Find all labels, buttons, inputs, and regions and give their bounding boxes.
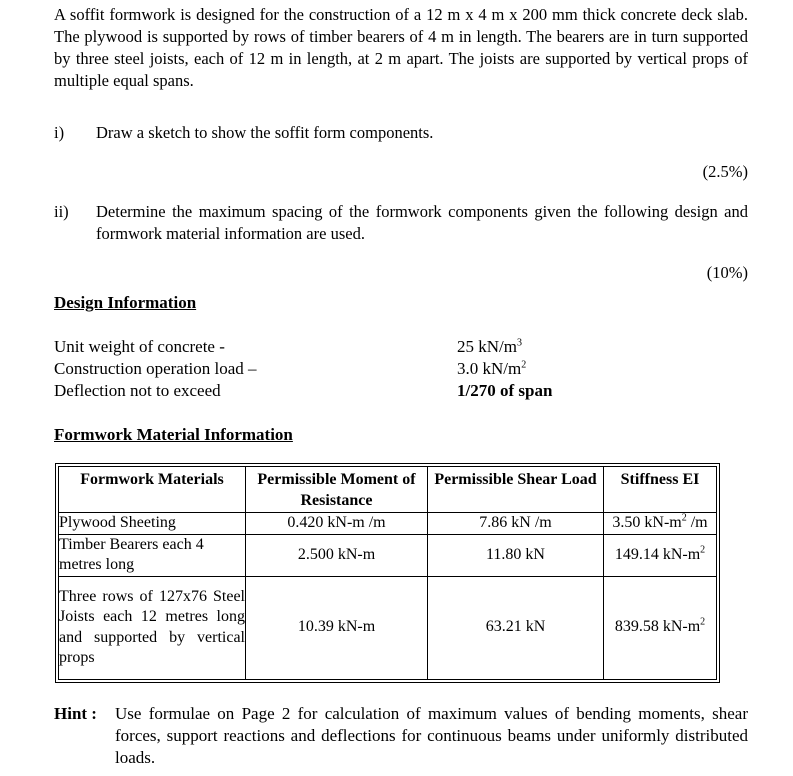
table-header-row (59, 467, 717, 513)
hint-label: Hint : (54, 704, 97, 723)
stiffness-value: 149.14 $kN-m^2$ (604, 534, 717, 576)
intro-paragraph: A soffit formwork is designed for the construction of a 12 m x 4 m x 200 mm thick concrete deck slab. The plywood is supported by rows of timber bearers of 4 m in length. The bearers are in turn supported by three steel joists, each of 12 m in length, at 2 m apart. The joists are supported by vertical props of multiple equal spans. (54, 5, 748, 90)
design-value-deflection: 1/270 of span (457, 381, 553, 400)
material-name: Plywood Sheeting (59, 513, 246, 535)
design-label-unit-weight: Unit weight of concrete - (54, 337, 225, 356)
header-stiffness: Stiffness EI (604, 467, 717, 513)
design-value-construction-load: 3.0 $kN/m^2$ (457, 359, 527, 378)
design-value-unit-weight: 25 $kN/m^3$ (457, 337, 522, 356)
header-permissible-shear: Permissible Shear Load (428, 467, 604, 513)
question-1-text: Draw a sketch to show the soffit form components. (96, 123, 434, 142)
shear-value: 11.80 kN (428, 534, 604, 576)
design-label-construction-load: Construction operation load – (54, 359, 257, 378)
header-formwork-materials: Formwork Materials (59, 467, 246, 513)
material-table (58, 466, 717, 680)
question-1-number: i) (54, 123, 65, 142)
material-name: Three rows of 127x76 Steel Joists each 12 metres long and supported by vertical props (59, 576, 246, 679)
question-2-number: ii) (54, 202, 69, 221)
material-information-heading: Formwork Material Information (54, 425, 293, 444)
shear-value: 63.21 kN (428, 576, 604, 679)
moment-value: 0.420 kN-m /m (246, 513, 428, 535)
question-2-marks: (10%) (706, 263, 748, 282)
table-row (59, 513, 717, 535)
stiffness-value: 3.50 $kN-m^2$ /m (604, 513, 717, 535)
header-permissible-moment: Permissible Moment of Resistance (246, 467, 428, 513)
material-name: Timber Bearers each 4 metres long (59, 534, 246, 576)
moment-value: 10.39 kN-m (246, 576, 428, 679)
moment-value: 2.500 kN-m (246, 534, 428, 576)
table-row (59, 534, 717, 576)
stiffness-value: 839.58 $kN-m^2$ (604, 576, 717, 679)
question-2-text: Determine the maximum spacing of the formwork components given the following design and formwork material information are used. (96, 202, 748, 243)
hint-text: Use formulae on Page 2 for calculation of maximum values of bending moments, shear forces, support reactions and deflections for continuous beams under uniformly distributed loads. (115, 704, 748, 767)
shear-value: 7.86 kN /m (428, 513, 604, 535)
design-information-heading: Design Information (54, 293, 197, 312)
question-1-marks: (2.5%) (702, 162, 748, 181)
design-label-deflection: Deflection not to exceed (54, 381, 221, 400)
table-row (59, 576, 717, 679)
